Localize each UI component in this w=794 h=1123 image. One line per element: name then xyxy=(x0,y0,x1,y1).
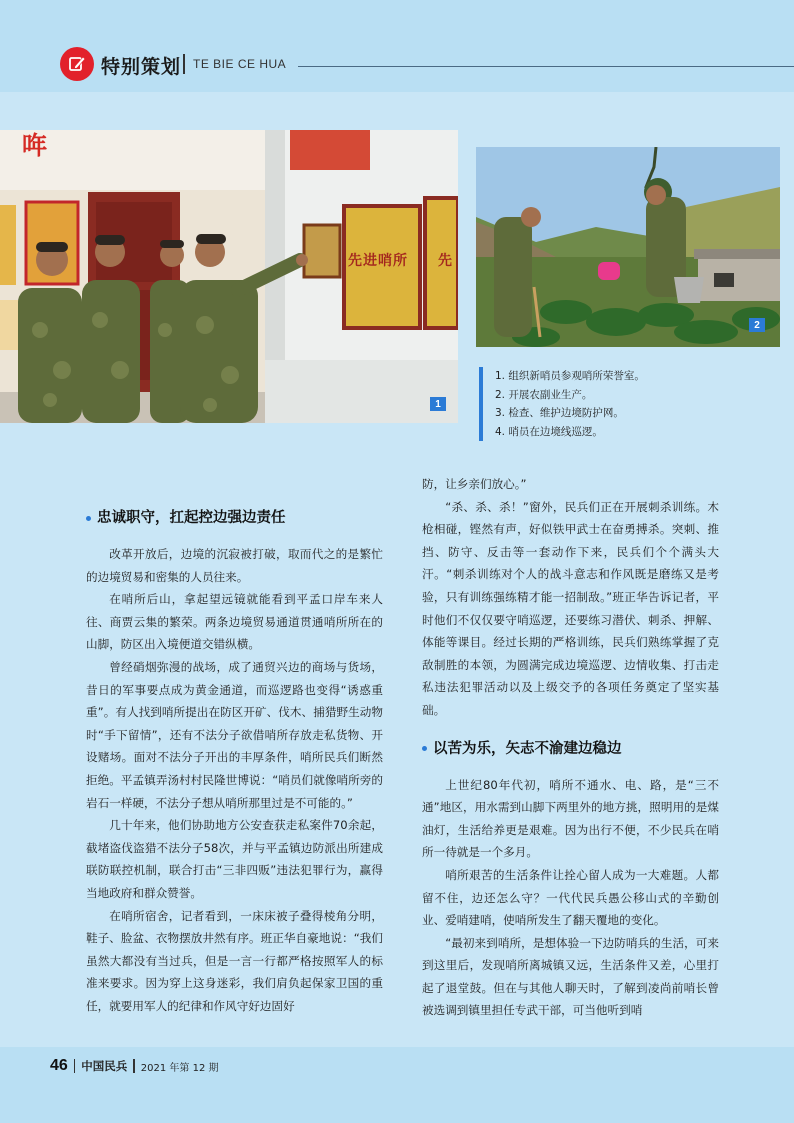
heading-bullet xyxy=(422,746,427,751)
body-paragraph: 改革开放后，边境的沉寂被打破，取而代之的是繁忙的边境贸易和密集的人员往来。 xyxy=(86,547,383,584)
body-paragraph: “最初来到哨所，是想体验一下边防哨兵的生活，可来到这里后，发现哨所离城镇又远，生活条件又差，心里打起了退堂鼓。但在与其他人聊天时，了解到凌尚前哨长曾被选调到镇里担任专武干部，可当他听到哨 xyxy=(422,935,719,1018)
honor-room-illustration xyxy=(0,130,458,423)
section-heading-text: 忠诚职守，扛起控边强边责任 xyxy=(97,510,286,526)
issue-label: 2021 年第 12 期 xyxy=(140,1062,219,1074)
caption-item: 1. 组织新哨员参观哨所荣誉室。 xyxy=(495,370,645,382)
section-heading xyxy=(86,493,383,543)
article-column-right xyxy=(422,473,719,1022)
page-footer xyxy=(50,1057,219,1075)
caption-item: 3. 检查、维护边境防护网。 xyxy=(495,407,624,419)
page-number: 46 xyxy=(50,1057,68,1074)
caption-item: 4. 哨员在边境线巡逻。 xyxy=(495,425,603,438)
footer-divider xyxy=(133,1059,135,1073)
body-paragraph: 在哨所后山，拿起望远镜就能看到平孟口岸车来人往、商贾云集的繁荣。两条边境贸易通道贯通哨所所在的山脚，防区出入境便道交错纵横。 xyxy=(86,592,383,652)
photo-captions xyxy=(479,367,645,441)
body-paragraph: 哨所艰苦的生活条件让拴心留人成为一大难题。人都留不住，边还怎么守？一代代民兵愚公移山式的辛勤创业、爱哨建哨，使哨所发生了翻天覆地的变化。 xyxy=(422,867,719,928)
section-heading xyxy=(422,724,719,774)
photo-farming xyxy=(476,147,780,347)
award-plaque-text-partial: 先 xyxy=(438,253,452,269)
body-paragraph: 在哨所宿舍，记者看到，一床床被子叠得棱角分明，鞋子、脸盆、衣物摆放井然有序。班正华自豪地说：“我们虽然大都没有当过兵，但是一言一行都严格按照军人的标准来要求。因为穿上这身迷彩，我们肩负起保家卫国的重任，就要用军人的纪律和作风守好边固好 xyxy=(86,908,383,1013)
article-column-left xyxy=(86,493,383,1017)
section-logo xyxy=(60,47,94,81)
section-title: 特别策划 xyxy=(101,56,182,78)
farming-illustration xyxy=(476,147,780,347)
body-paragraph: 曾经硝烟弥漫的战场，成了通贸兴边的商场与货场，昔日的军事要点成为黄金通道，而巡逻路也变得“诱惑重重”。有人找到哨所提出在防区开矿、伐木、捕猎野生动物时“手下留情”，还有不法分子欲借哨所存放走私货物、开设赌场。面对不法分子开出的丰厚条件，哨所民兵们断然拒绝。平孟镇弄汤村村民隆世博说：“哨员们就像哨所旁的岩石一样硬，不法分子想从哨所那里过是不可能的。” xyxy=(86,659,383,810)
body-paragraph: 上世纪80年代初，哨所不通水、电、路，是“三不通”地区，用水需到山脚下两里外的地方挑，照明用的是煤油灯，生活给养更是艰难。因为出行不便，不少民兵在哨所一待就是一个多月。 xyxy=(422,777,719,860)
photo-number-badge: 1 xyxy=(430,397,446,411)
header-divider xyxy=(183,54,185,74)
wall-banner-char: 哖 xyxy=(22,131,48,160)
magazine-name: 中国民兵 xyxy=(81,1059,128,1073)
edit-pen-icon xyxy=(67,54,87,74)
header-rule xyxy=(298,66,794,67)
section-subtitle: TE BIE CE HUA xyxy=(193,57,287,71)
heading-bullet xyxy=(86,516,91,521)
photo-number-badge: 2 xyxy=(749,318,765,332)
award-plaque-text: 先进哨所 xyxy=(348,253,408,269)
footer-divider xyxy=(74,1059,76,1073)
section-heading-text: 以苦为乐，矢志不渝建边稳边 xyxy=(433,740,622,757)
body-paragraph: “杀、杀、杀！”窗外，民兵们正在开展刺杀训练。木枪相碰，铿然有声，好似铁甲武士在奋勇搏杀。突刺、推挡、防守、反击等一套动作下来，民兵们个个满头大汗。“刺杀训练对个人的战斗意志和作风既是磨练又是考验，只有训练强练精才能一招制敌。”班正华告诉记者，平时他们不仅仅要守哨巡逻，还要练习潜伏、刺杀、押解、体能等课目。经过长期的严格训练，民兵们熟练掌握了克敌制胜的本领，为圆满完成边境巡逻、边情收集、打击走私违法犯罪活动以及上级交予的各项任务奠定了坚实基础。 xyxy=(422,499,719,717)
body-paragraph: 几十年来，他们协助地方公安查获走私案件70余起，截堵盗伐盗猎不法分子58次，并与平孟镇边防派出所建成联防联控机制，联合打击“三非四贩”违法犯罪行为，赢得当地政府和群众赞誉。 xyxy=(86,818,383,900)
body-paragraph-continuation: 防，让乡亲们放心。” xyxy=(422,477,527,491)
caption-item: 2. 开展农副业生产。 xyxy=(495,388,593,401)
photo-honor-room xyxy=(0,130,458,423)
